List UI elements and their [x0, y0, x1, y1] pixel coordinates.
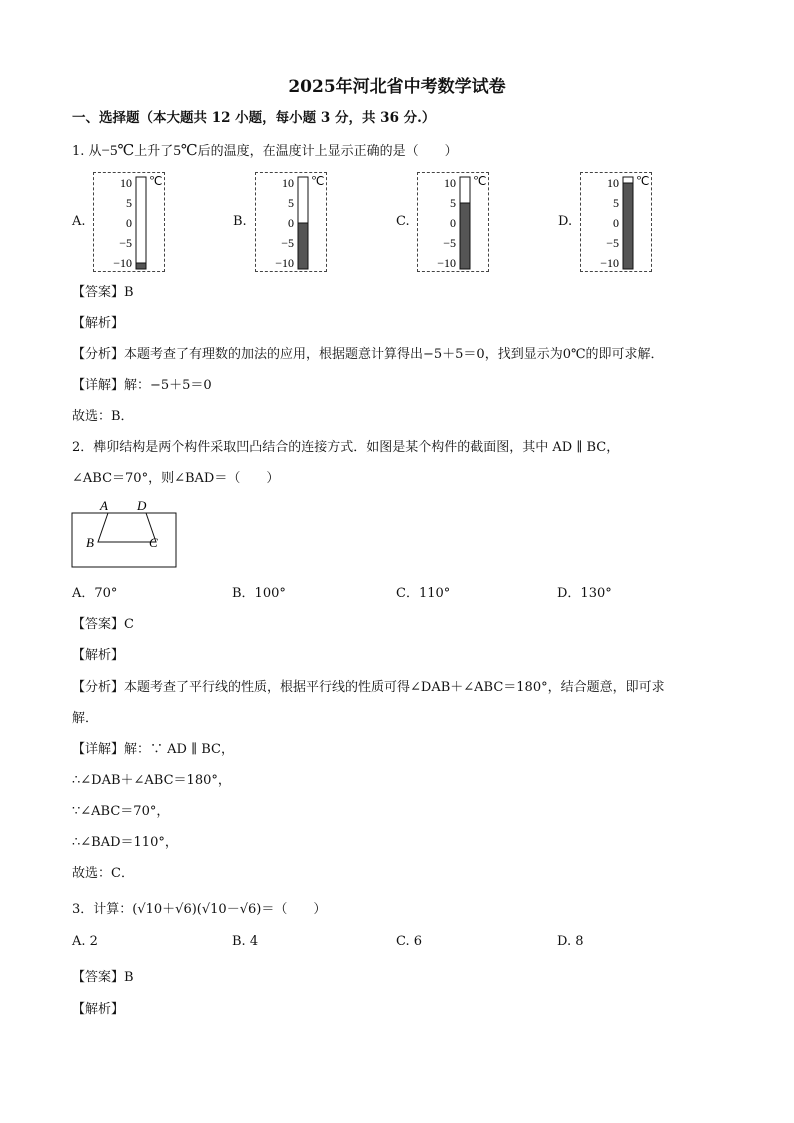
thermometer-tube [136, 177, 146, 269]
q2-option-d: D．130° [557, 586, 612, 601]
thermometer-liquid [298, 223, 308, 269]
thermometer-tick-label: 5 [613, 196, 619, 210]
thermometer-liquid [460, 203, 470, 269]
thermometer-unit: ℃ [473, 174, 487, 188]
thermometer-tick-label: −5 [443, 236, 456, 250]
thermometer-svg [418, 173, 488, 271]
q2-option-c: C．110° [396, 586, 451, 601]
thermometer-tick-label: 10 [120, 176, 132, 190]
q1-option-letter: D. [558, 214, 573, 229]
q1-answer: 【答案】B [72, 285, 134, 300]
thermometer-liquid [136, 263, 146, 269]
q2-fenxi-line2: 解． [72, 711, 99, 726]
q1-choice: 故选：B． [72, 409, 134, 424]
q1-xiangjie: 【详解】解：−5＋5＝0 [72, 378, 212, 393]
thermometer-tick-label: −10 [437, 256, 456, 270]
q2-option-a: A．70° [72, 586, 118, 601]
thermometer-tick-label: −5 [606, 236, 619, 250]
thermometer-tick-label: −5 [281, 236, 294, 250]
trapezoid-cutout [98, 513, 156, 542]
thermometer-tick-label: 0 [288, 216, 294, 230]
q1-option-letter: B. [233, 214, 247, 229]
q2-answer: 【答案】C [72, 617, 134, 632]
q3-option-b: B. 4 [232, 934, 259, 949]
thermometer-tick-label: 0 [613, 216, 619, 230]
label-B: B [86, 535, 94, 550]
thermometer-option [255, 172, 327, 272]
thermometer-option [417, 172, 489, 272]
label-A: A [100, 498, 108, 513]
label-D: D [137, 498, 147, 513]
q3-analysis-head: 【解析】 [72, 1002, 125, 1017]
q1-option-letter: C. [396, 214, 410, 229]
thermometer-svg [256, 173, 326, 271]
q2-step1: 【详解】解：∵ AD ∥ BC， [72, 742, 234, 757]
thermometer-unit: ℃ [311, 174, 325, 188]
q2-option-b: B．100° [232, 586, 286, 601]
thermometer-tick-label: 0 [450, 216, 456, 230]
q3-answer: 【答案】B [72, 970, 134, 985]
thermometer-svg [94, 173, 164, 271]
label-C: C [149, 535, 158, 550]
q1-stem: 1. 从−5℃上升了5℃后的温度，在温度计上显示正确的是（ ） [72, 143, 458, 159]
thermometer-option [93, 172, 165, 272]
thermometer-svg [581, 173, 651, 271]
q2-step4: ∴∠BAD＝110°， [72, 835, 178, 850]
thermometer-tick-label: 0 [126, 216, 132, 230]
q1-fenxi: 【分析】本题考查了有理数的加法的应用，根据题意计算得出−5＋5＝0，找到显示为0℃的即可求解． [72, 347, 664, 362]
thermometer-tick-label: −5 [119, 236, 132, 250]
q1-option-letter: A. [72, 214, 86, 229]
q3-option-c: C. 6 [396, 934, 423, 949]
q2-step2: ∴∠DAB＋∠ABC＝180°， [72, 773, 231, 788]
thermometer-liquid [623, 183, 633, 269]
thermometer-tick-label: 5 [126, 196, 132, 210]
thermometer-tick-label: 10 [444, 176, 456, 190]
section-heading: 一、选择题（本大题共 12 小题，每小题 3 分，共 36 分.） [72, 110, 436, 126]
q3-option-a: A. 2 [72, 934, 98, 949]
thermometer-tick-label: −10 [113, 256, 132, 270]
thermometer-tick-label: 10 [282, 176, 294, 190]
thermometer-tick-label: 5 [450, 196, 456, 210]
q3-stem: 3．计算：(√10＋√6)(√10－√6)＝（ ） [72, 902, 327, 917]
q2-analysis-head: 【解析】 [72, 648, 125, 663]
q2-fenxi-line1: 【分析】本题考查了平行线的性质，根据平行线的性质可得∠DAB＋∠ABC＝180°，结合题意，即可求 [72, 680, 665, 695]
thermometer-unit: ℃ [636, 174, 650, 188]
q2-trapezoid-figure [70, 496, 180, 570]
q2-stem-line1: 2．榫卯结构是两个构件采取凹凸结合的连接方式．如图是某个构件的截面图，其中 AD ∥ BC， [72, 440, 620, 455]
thermometer-option [580, 172, 652, 272]
q2-stem-line2: ∠ABC＝70°，则∠BAD＝（ ） [72, 471, 280, 486]
thermometer-tick-label: 5 [288, 196, 294, 210]
thermometer-tick-label: −10 [600, 256, 619, 270]
q2-step3: ∵∠ABC＝70°， [72, 804, 170, 819]
q1-analysis-head: 【解析】 [72, 316, 125, 331]
thermometer-tick-label: 10 [607, 176, 619, 190]
q3-option-d: D. 8 [557, 934, 584, 949]
page-title: 2025年河北省中考数学试卷 [288, 77, 506, 97]
thermometer-unit: ℃ [149, 174, 163, 188]
q2-choice: 故选：C． [72, 866, 134, 881]
thermometer-tick-label: −10 [275, 256, 294, 270]
